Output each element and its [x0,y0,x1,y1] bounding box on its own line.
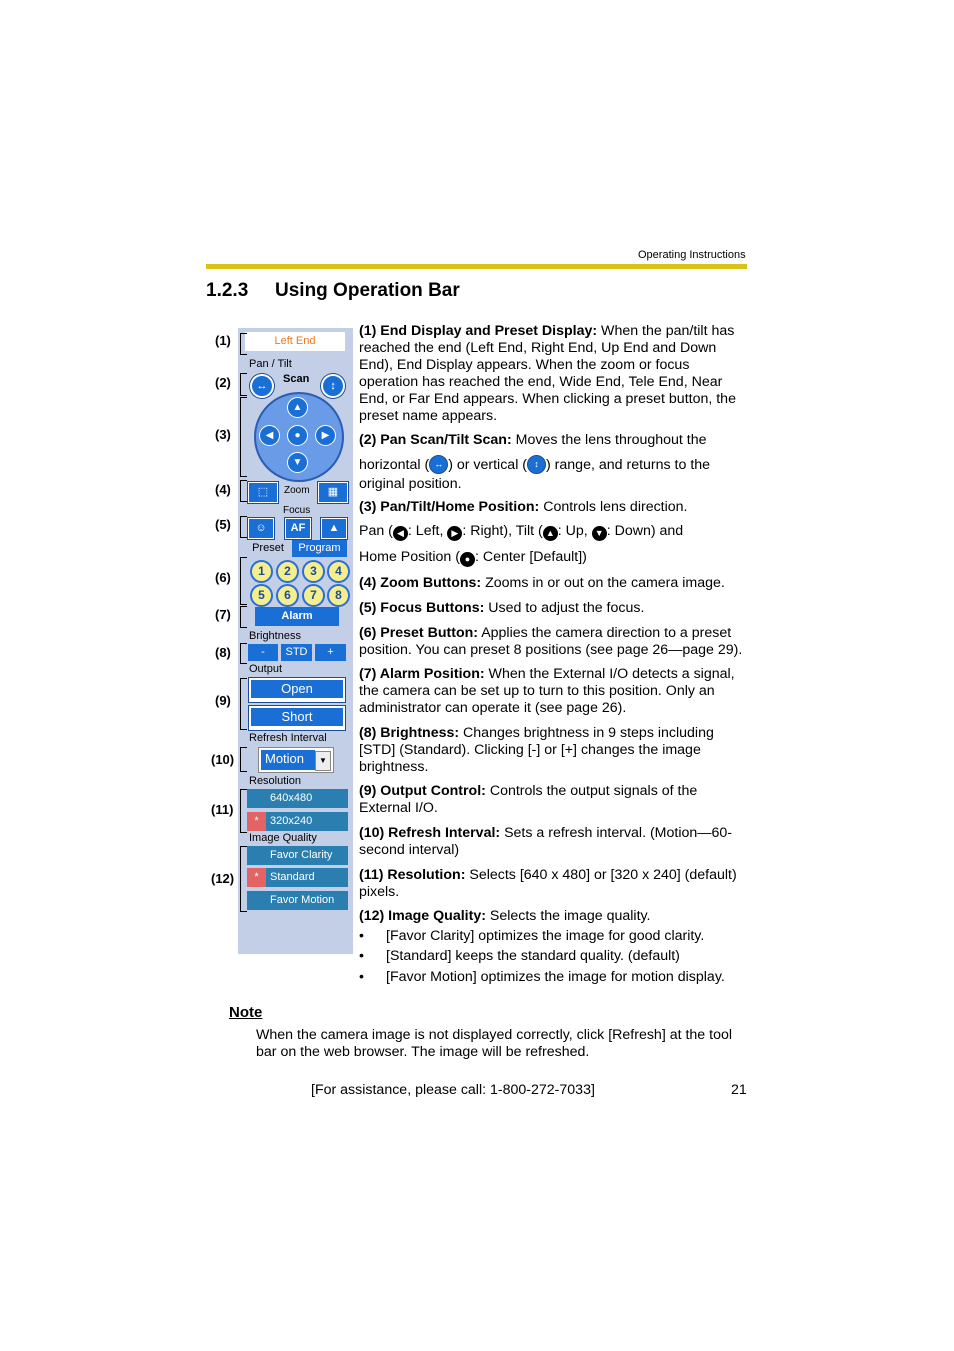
desc-body: Selects [640 x 480] or [320 x 240] (default) pixels. [359,867,737,900]
callout-4: (4) [215,482,231,497]
resolution-320-button[interactable] [247,812,348,831]
brightness-std-button[interactable]: STD [281,644,312,661]
desc-resolution [359,867,749,901]
preset-button[interactable]: 5 [250,584,273,607]
section-title-text: Using Operation Bar [275,280,460,301]
callout-10: (10) [211,752,235,767]
desc-body: Applies the camera direction to a preset position. You can preset 8 positions (see page 26—page 29). [359,625,743,658]
right-arrow-icon: ▶ [447,526,462,541]
callout-bracket [240,846,247,912]
desc-body: Zooms in or out on the camera image. [481,575,725,591]
desc-pan-tilt [359,499,749,516]
desc-head: (1) End Display and Preset Display: [359,323,598,339]
left-arrow-icon: ◀ [393,526,408,541]
running-title: Operating Instructions [638,249,746,261]
tilt-down-icon[interactable]: ▼ [287,452,308,473]
desc-pan-scan [359,432,749,449]
text: Pan ( [359,523,393,539]
section-number: 1.2.3 [206,280,249,301]
desc-body: Used to adjust the focus. [484,600,645,616]
zoom-tele-button[interactable]: ▦ [318,482,348,503]
tab-program[interactable]: Program [292,540,347,557]
bullet: • [359,948,364,964]
focus-near-icon[interactable]: ☺ [248,518,274,539]
text: : Down) and [606,523,684,539]
text: : Right), Tilt ( [462,523,543,539]
desc-brightness [359,725,749,776]
chevron-down-icon[interactable]: ▼ [315,751,331,771]
callout-bracket [240,480,247,502]
bullet-text: [Favor Motion] optimizes the image for motion display. [386,969,725,985]
refresh-interval-value: Motion [261,750,315,770]
selected-marker: * [247,812,266,831]
desc-head: (2) Pan Scan/Tilt Scan: [359,432,512,448]
quality-motion-label: Favor Motion [270,894,335,906]
tab-preset[interactable]: Preset [252,542,284,554]
refresh-interval-select[interactable] [258,747,334,773]
autofocus-button[interactable]: AF [285,518,311,539]
desc-head: (7) Alarm Position: [359,666,485,682]
quality-clarity-button[interactable] [247,846,348,865]
callout-11: (11) [211,802,234,817]
scan-label: Scan [283,373,310,385]
callout-9: (9) [215,693,231,708]
desc-body: When the External I/O detects a signal, the camera can be set up to turn to this position. Only an administrator can operate it (see page 26). [359,666,735,716]
desc-end-display [359,323,749,425]
desc-body: Controls the output signals of the External I/O. [359,783,698,816]
callout-bracket [240,606,247,628]
end-display: Left End [245,332,345,351]
text: : Center [Default]) [474,549,587,565]
quality-clarity-label: Favor Clarity [270,849,333,861]
output-open-button[interactable] [248,677,346,703]
callout-bracket [240,516,247,538]
desc-output [359,783,749,817]
callout-8: (8) [215,645,231,660]
tilt-scan-icon: ↕ [527,455,546,474]
bullet: • [359,969,364,985]
desc-head: (4) Zoom Buttons: [359,575,482,591]
desc-focus [359,600,749,617]
preset-button[interactable]: 3 [302,560,325,583]
desc-zoom [359,575,749,592]
pan-left-icon[interactable]: ◀ [259,425,280,446]
quality-motion-button[interactable] [247,891,348,910]
note-text: When the camera image is not displayed correctly, click [Refresh] at the tool bar on the web browser. The image will be refreshed. [256,1027,733,1060]
zoom-label: Zoom [284,485,310,496]
pan-scan-icon[interactable]: ↔ [250,374,274,398]
desc-head: (11) Resolution: [359,867,466,883]
desc-head: (12) Image Quality: [359,908,486,924]
output-label: Output [249,663,283,675]
text: ) range, and returns to the original position. [359,457,711,492]
preset-button[interactable]: 4 [327,560,350,583]
callout-bracket [240,557,247,605]
desc-body: Controls lens direction. [539,499,688,515]
home-icon: ● [460,552,475,567]
desc-body: Changes brightness in 9 steps including [STD] (Standard). Clicking [-] or [+] changes the image brightness. [359,725,714,775]
callout-bracket [240,678,247,730]
down-arrow-icon: ▼ [592,526,607,541]
desc-alarm [359,666,749,717]
bullet: • [359,928,364,944]
desc-pan-tilt-line2 [359,523,749,541]
callout-6: (6) [215,570,231,585]
pan-scan-icon: ↔ [429,455,448,474]
list-item [359,969,725,986]
callout-5: (5) [215,517,231,532]
desc-head: (9) Output Control: [359,783,486,799]
pan-right-icon[interactable]: ▶ [315,425,336,446]
focus-far-icon[interactable]: ▲ [321,518,347,539]
text: Home Position ( [359,549,460,565]
desc-head: (6) Preset Button: [359,625,479,641]
resolution-320-label: 320x240 [270,815,313,827]
brightness-minus-button[interactable]: - [248,644,278,661]
quality-standard-button[interactable] [247,868,348,887]
callout-bracket [240,789,247,833]
callout-3: (3) [215,427,231,442]
note-heading: Note [229,1004,263,1021]
brightness-plus-button[interactable]: + [315,644,346,661]
desc-pan-tilt-line3 [359,549,749,567]
list-item [359,928,704,945]
desc-head: (10) Refresh Interval: [359,825,501,841]
focus-label: Focus [283,505,311,516]
desc-quality [359,908,749,925]
text: : Left, [407,523,448,539]
callout-bracket [240,373,247,396]
desc-preset [359,625,749,659]
output-short-label: Short [251,708,343,726]
preset-button[interactable]: 7 [302,584,325,607]
text: horizontal ( [359,457,430,473]
callout-bracket [240,747,247,772]
desc-body: Moves the lens throughout the [511,432,707,448]
resolution-640-label: 640x480 [270,792,313,804]
preset-button[interactable]: 1 [250,560,273,583]
refresh-interval-label: Refresh Interval [249,732,327,744]
callout-2: (2) [215,375,231,390]
preset-button[interactable]: 6 [276,584,299,607]
callout-12: (12) [211,871,235,886]
desc-head: (8) Brightness: [359,725,460,741]
home-position-icon[interactable]: ● [287,425,308,446]
resolution-label: Resolution [249,775,301,787]
desc-body: Sets a refresh interval. (Motion—60-second interval) [359,825,732,858]
selected-marker: * [247,868,266,887]
page-number: 21 [731,1082,747,1098]
desc-head: (3) Pan/Tilt/Home Position: [359,499,540,515]
callout-7: (7) [215,607,231,622]
alarm-button[interactable]: Alarm [255,607,339,626]
quality-standard-label: Standard [270,871,315,883]
tilt-scan-icon[interactable]: ↕ [321,374,345,398]
tilt-up-icon[interactable]: ▲ [287,397,308,418]
header-rule [206,264,747,269]
assistance-line: [For assistance, please call: 1-800-272-7033] [311,1082,595,1098]
desc-body: When the pan/tilt has reached the end (Left End, Right End, Up End and Down End), End Display appears. When the zoom or focus operation has reached the end, Wide End, Tele End, Near End, or Far End appears. When clicking a preset button, the preset name appears. [359,323,736,424]
callout-bracket [240,643,247,664]
list-item [359,948,680,965]
desc-pan-scan-line2 [359,455,749,494]
zoom-wide-button[interactable]: ⬚ [248,482,278,503]
callout-bracket [240,397,247,477]
brightness-label: Brightness [249,630,301,642]
text: ) or vertical ( [448,457,528,473]
pan-tilt-label: Pan / Tilt [249,358,292,370]
output-open-label: Open [251,680,343,698]
bullet-text: [Favor Clarity] optimizes the image for good clarity. [386,928,705,944]
desc-head: (5) Focus Buttons: [359,600,485,616]
output-short-button[interactable] [248,705,346,731]
preset-button[interactable]: 2 [276,560,299,583]
up-arrow-icon: ▲ [543,526,558,541]
callout-1: (1) [215,333,231,348]
resolution-640-button[interactable] [247,789,348,808]
callout-bracket [240,333,247,355]
image-quality-label: Image Quality [249,832,317,844]
desc-refresh [359,825,749,859]
preset-button[interactable]: 8 [327,584,350,607]
bullet-text: [Standard] keeps the standard quality. (default) [386,948,680,964]
section-title [206,280,460,302]
text: : Up, [557,523,592,539]
desc-body: Selects the image quality. [485,908,651,924]
